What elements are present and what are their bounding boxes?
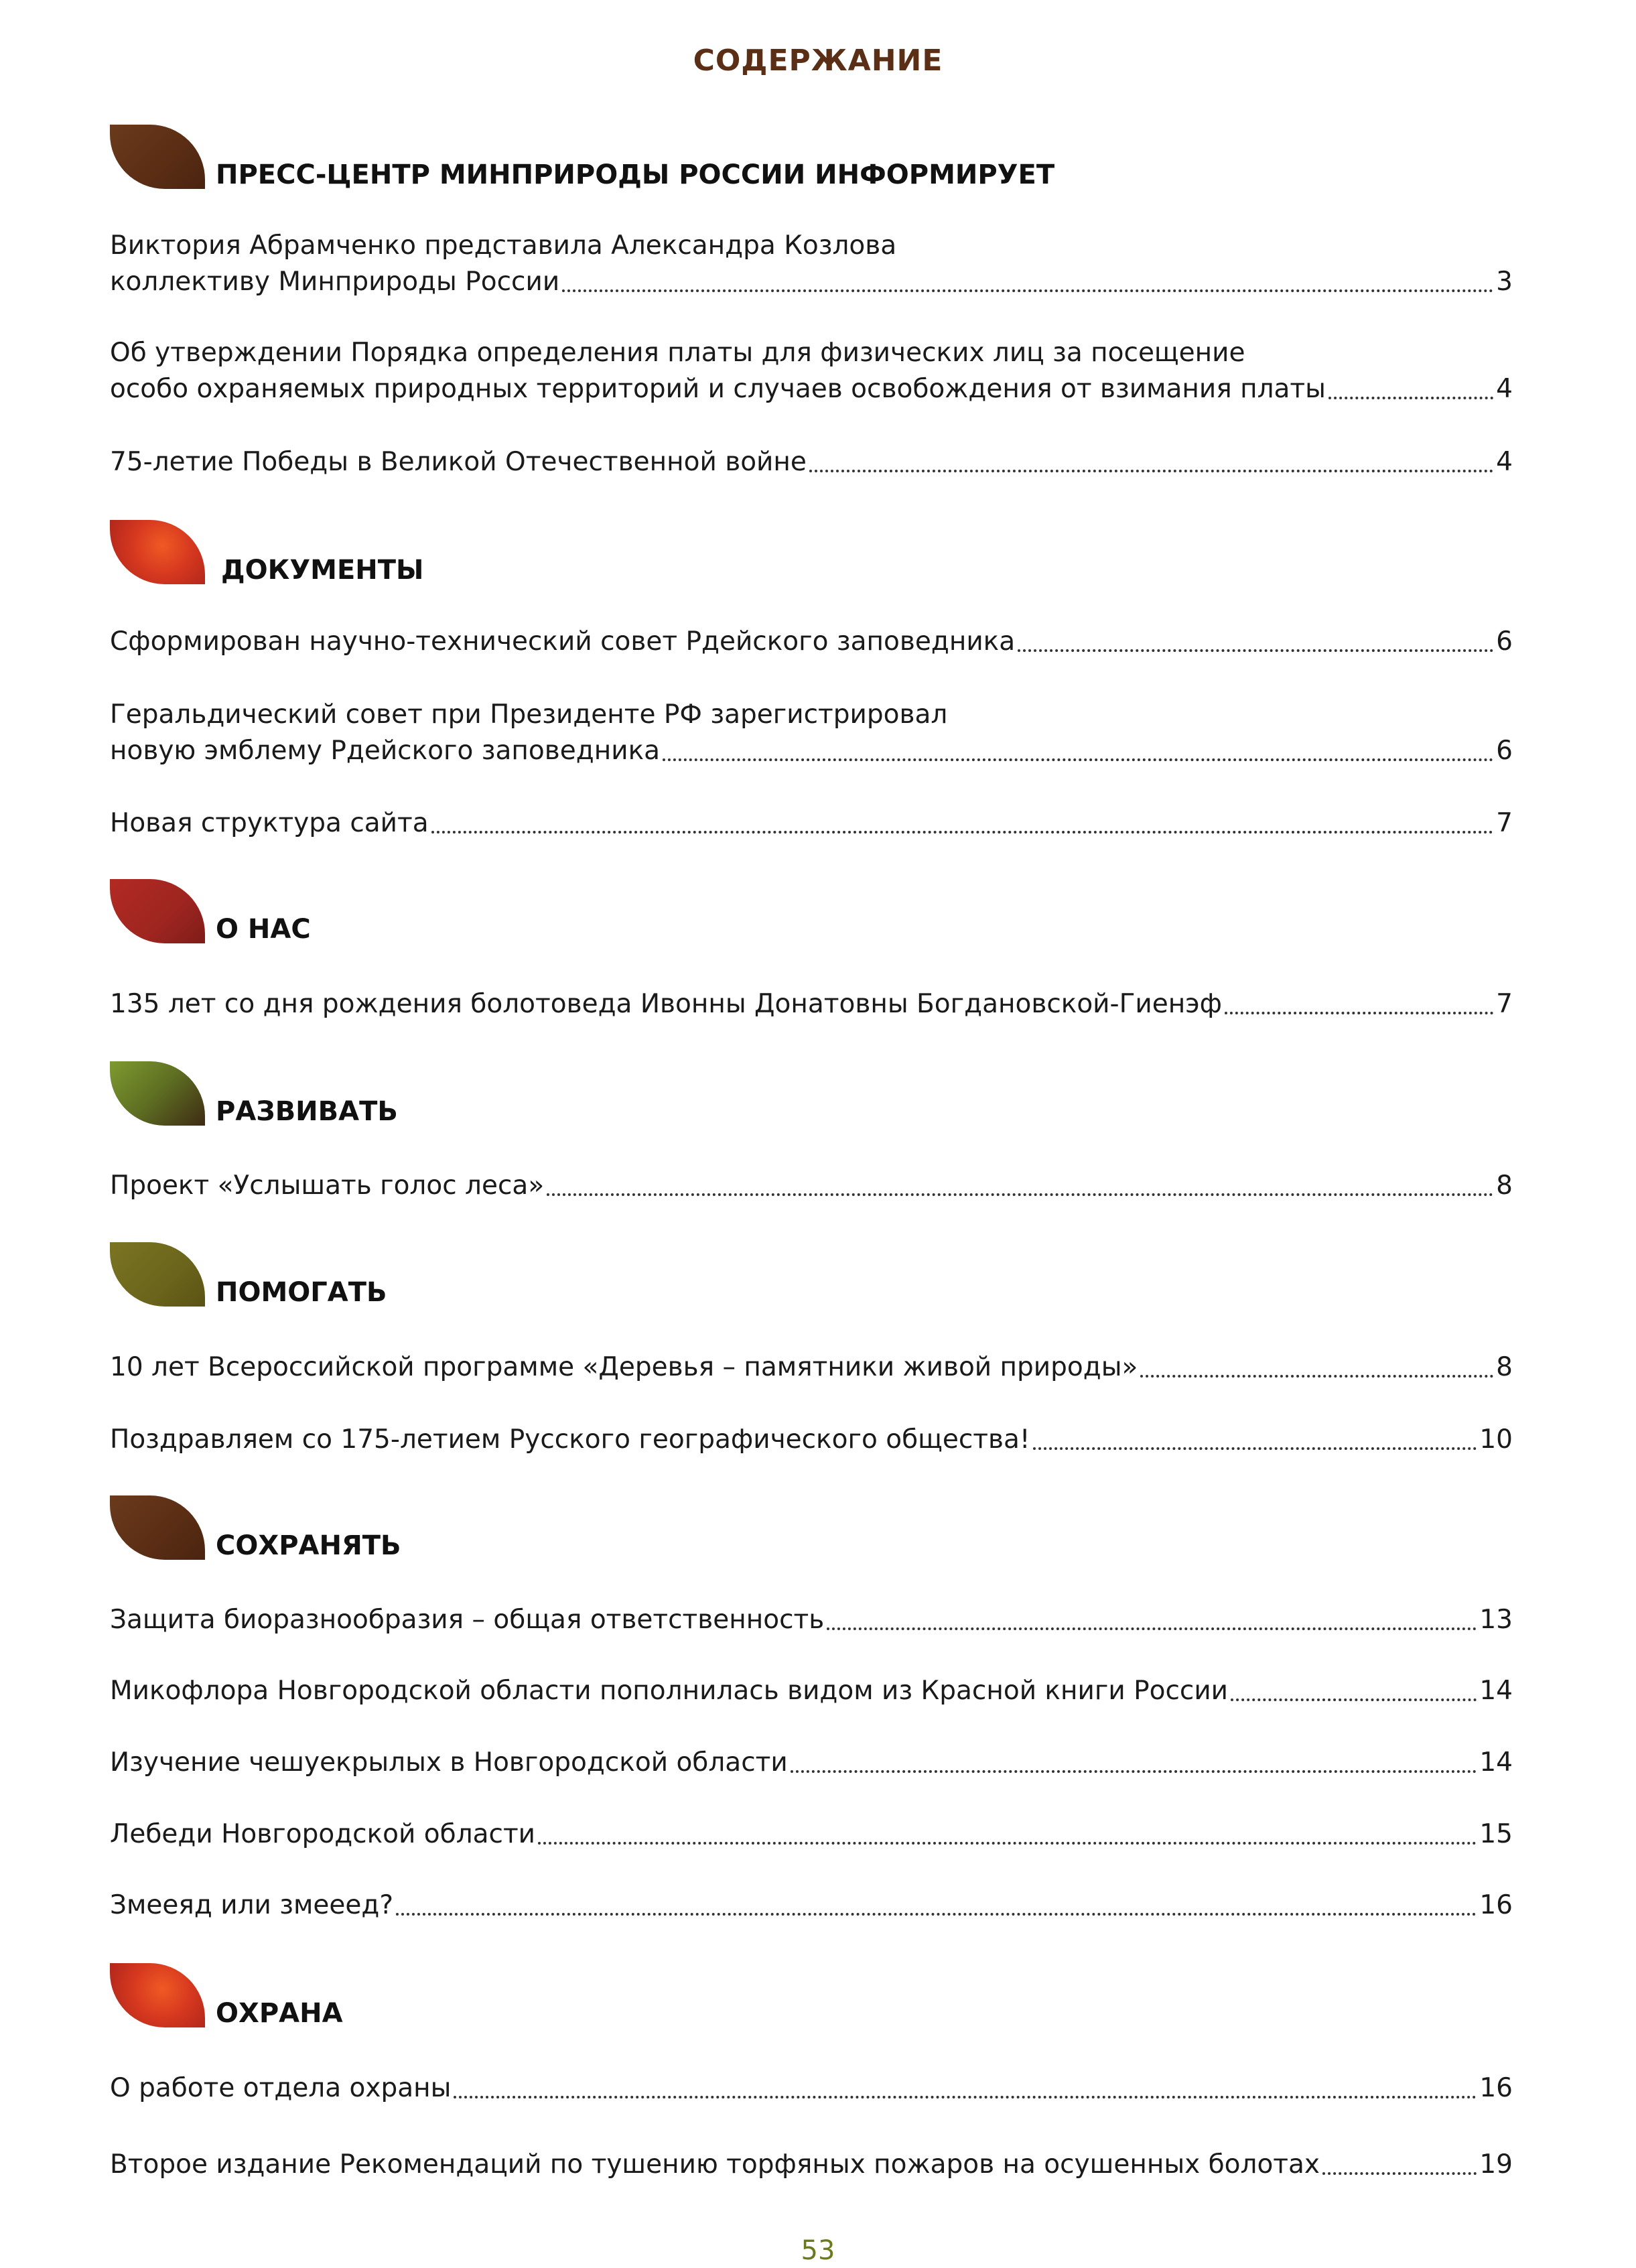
entry-title: Змееяд или змееед? — [110, 1890, 394, 1920]
page-ref: 14 — [1479, 1747, 1513, 1778]
page-ref: 16 — [1479, 1890, 1513, 1920]
entry-title-line1: Виктория Абрамченко представила Александра Козлова — [110, 230, 897, 261]
dot-leader — [562, 289, 1493, 292]
entry-title: Микофлора Новгородской области пополнилась видом из Красной книги России — [110, 1676, 1229, 1706]
entry-title-line1: Об утверждении Порядка определения платы для физических лиц за посещение — [110, 338, 1245, 368]
page-ref: 19 — [1479, 2149, 1513, 2180]
section-title: ДОКУМЕНТЫ — [221, 555, 424, 586]
toc-entry[interactable] — [110, 624, 1513, 660]
toc-entry[interactable] — [110, 1673, 1513, 1709]
page-ref: 10 — [1479, 1424, 1513, 1455]
entry-title: коллективу Минприроды России — [110, 267, 560, 297]
entry-title: 75-летие Победы в Великой Отечественной войне — [110, 447, 807, 477]
leaf-icon — [110, 1242, 205, 1307]
dot-leader — [547, 1193, 1493, 1196]
page-ref: 8 — [1496, 1352, 1513, 1382]
toc-entry[interactable] — [110, 805, 1513, 842]
toc-entry[interactable] — [110, 1349, 1513, 1386]
dot-leader — [809, 470, 1493, 472]
dot-leader — [454, 2096, 1477, 2098]
leaf-icon — [110, 520, 205, 584]
toc-entry[interactable] — [110, 1168, 1513, 1204]
entry-title: Поздравляем со 175-летием Русского географического общества! — [110, 1424, 1030, 1455]
leaf-icon — [110, 125, 205, 189]
entry-title: новую эмблему Рдейского заповедника — [110, 736, 661, 766]
entry-title: 135 лет со дня рождения болотоведа Ивонны Донатовны Богдановской-Гиенэф — [110, 989, 1222, 1019]
entry-title: Новая структура сайта — [110, 808, 429, 838]
page-title: СОДЕРЖАНИЕ — [693, 44, 943, 78]
page-ref: 15 — [1479, 1819, 1513, 1849]
leaf-icon — [110, 879, 205, 943]
toc-entry[interactable] — [110, 228, 1513, 300]
entry-title: 10 лет Всероссийской программе «Деревья – памятники живой природы» — [110, 1352, 1138, 1382]
page-ref: 6 — [1496, 736, 1513, 766]
toc-entry[interactable] — [110, 1887, 1513, 1924]
section-title: ПРЕСС-ЦЕНТР МИНПРИРОДЫ РОССИИ ИНФОРМИРУЕТ — [216, 159, 1055, 190]
section-title: СОХРАНЯТЬ — [216, 1530, 401, 1561]
entry-title: Защита биоразнообразия – общая ответственность — [110, 1605, 825, 1635]
dot-leader — [1140, 1375, 1493, 1378]
section-title: ОХРАНА — [216, 1998, 343, 2029]
page-ref: 16 — [1479, 2073, 1513, 2103]
entry-title: Лебеди Новгородской области — [110, 1819, 536, 1849]
dot-leader — [396, 1913, 1477, 1916]
toc-entry[interactable] — [110, 1422, 1513, 1458]
dot-leader — [663, 758, 1493, 761]
entry-title-line1: Геральдический совет при Президенте РФ зарегистрировал — [110, 699, 948, 730]
toc-entry[interactable] — [110, 986, 1513, 1022]
dot-leader — [1225, 1012, 1493, 1014]
page-ref: 8 — [1496, 1171, 1513, 1201]
entry-title: О работе отдела охраны — [110, 2073, 452, 2103]
entry-title: Сформирован научно-технический совет Рдейского заповедника — [110, 626, 1016, 657]
page-ref: 14 — [1479, 1676, 1513, 1706]
section-title: РАЗВИВАТЬ — [216, 1096, 398, 1127]
dot-leader — [791, 1770, 1477, 1773]
dot-leader — [1033, 1447, 1477, 1450]
page-ref: 3 — [1496, 267, 1513, 297]
dot-leader — [1018, 649, 1493, 652]
toc-entry[interactable] — [110, 444, 1513, 480]
toc-entry[interactable] — [110, 1745, 1513, 1781]
page-ref: 7 — [1496, 808, 1513, 838]
dot-leader — [1231, 1698, 1477, 1701]
entry-title: особо охраняемых природных территорий и случаев освобождения от взимания платы — [110, 374, 1326, 404]
page-ref: 6 — [1496, 626, 1513, 657]
dot-leader — [431, 831, 1494, 833]
toc-entry[interactable] — [110, 2070, 1513, 2107]
dot-leader — [1328, 397, 1493, 399]
toc-entry[interactable] — [110, 1602, 1513, 1638]
page-ref: 4 — [1496, 447, 1513, 477]
section-title: О НАС — [216, 914, 311, 945]
section-title: ПОМОГАТЬ — [216, 1277, 387, 1308]
entry-title: Второе издание Рекомендаций по тушению торфяных пожаров на осушенных болотах — [110, 2149, 1320, 2180]
toc-entry[interactable] — [110, 697, 1513, 769]
leaf-icon — [110, 1495, 205, 1560]
page-number: 53 — [801, 2235, 835, 2266]
toc-entry[interactable] — [110, 335, 1513, 407]
entry-title: Изучение чешуекрылых в Новгородской области — [110, 1747, 788, 1778]
leaf-icon — [110, 1061, 205, 1126]
dot-leader — [827, 1627, 1477, 1630]
page-ref: 4 — [1496, 374, 1513, 404]
page-ref: 7 — [1496, 989, 1513, 1019]
toc-entry[interactable] — [110, 1816, 1513, 1853]
entry-title: Проект «Услышать голос леса» — [110, 1171, 545, 1201]
leaf-icon — [110, 1963, 205, 2027]
dot-leader — [1322, 2172, 1477, 2175]
toc-entry[interactable] — [110, 2147, 1513, 2183]
page-ref: 13 — [1479, 1605, 1513, 1635]
dot-leader — [538, 1842, 1477, 1845]
